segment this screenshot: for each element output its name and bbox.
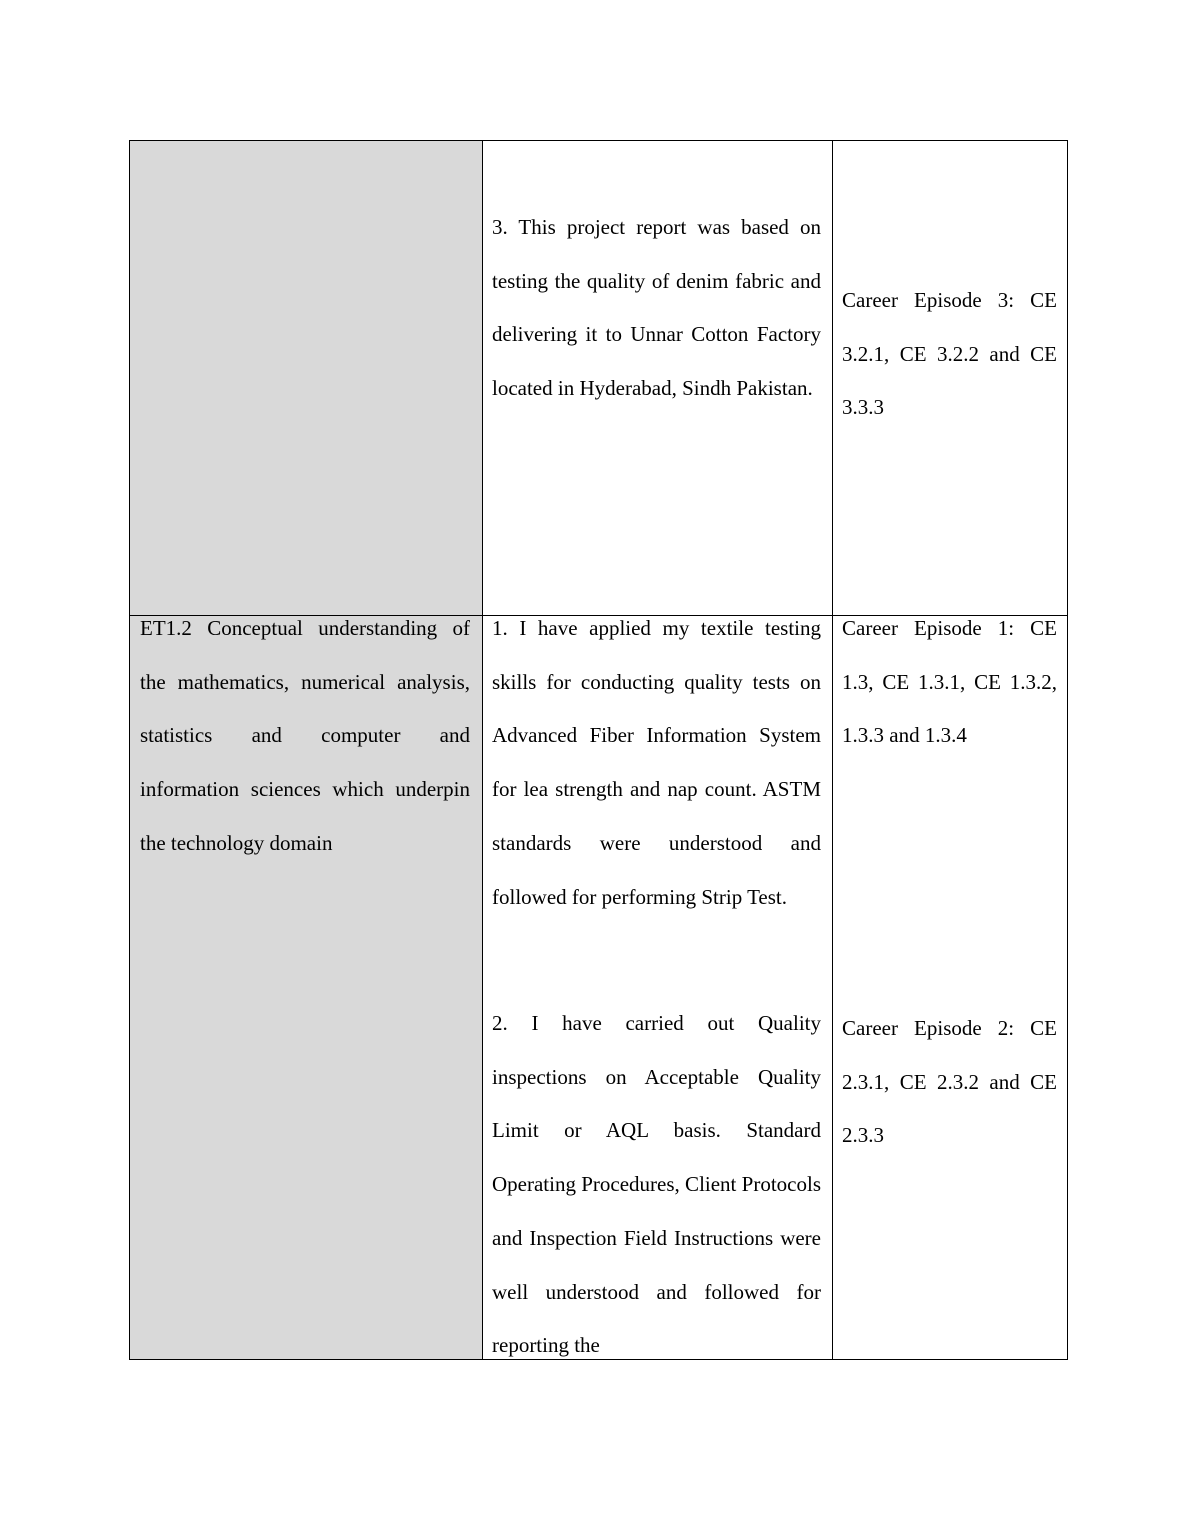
row1-career-episode-ref: Career Episode 3: CE 3.2.1, CE 3.2.2 and CE 3.3.3 xyxy=(842,288,1057,420)
row2-evidence-text-2: 2. I have carried out Quality inspections on Acceptable Quality Limit or AQL basis. Standard Operating Procedures, Client Protocols and Inspection Field Instructions were well understood and followed for reporting the xyxy=(492,1011,821,1358)
competency-table xyxy=(129,140,1068,1360)
row1-evidence-text: 3. This project report was based on testing the quality of denim fabric and delivering it to Unnar Cotton Factory located in Hyderabad, Sindh Pakistan. xyxy=(492,215,821,401)
column-divider-2 xyxy=(832,141,833,1359)
row2-career-episode-ref-2: Career Episode 2: CE 2.3.1, CE 2.3.2 and CE 2.3.3 xyxy=(842,1016,1057,1148)
row2-evidence-text-1: 1. I have applied my textile testing skills for conducting quality tests on Advanced Fiber Information System for lea strength and nap count. ASTM standards were understood and followed for performing Strip Test. xyxy=(492,616,821,909)
row2-competency-text: ET1.2 Conceptual understanding of the mathematics, numerical analysis, statistics and computer and information sciences which underpin the technology domain xyxy=(140,616,470,855)
row2-career-episode-ref-1: Career Episode 1: CE 1.3, CE 1.3.1, CE 1.3.2, 1.3.3 and 1.3.4 xyxy=(842,616,1057,748)
column-divider-1 xyxy=(482,141,483,1359)
